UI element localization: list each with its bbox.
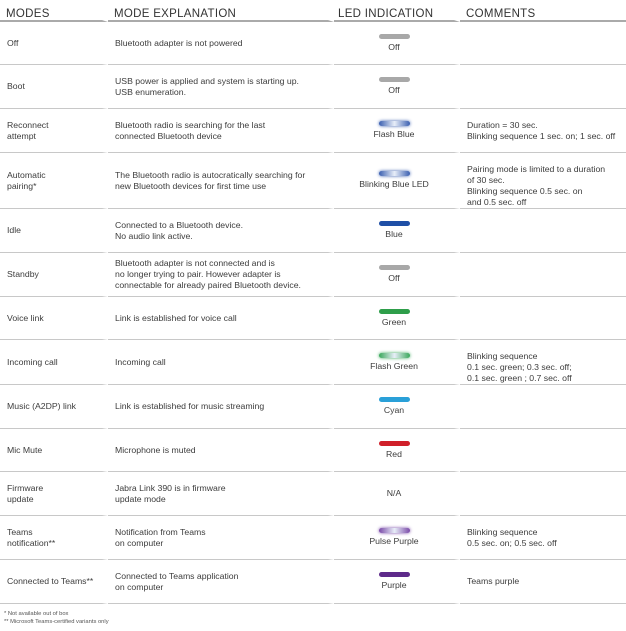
table-row	[0, 297, 626, 340]
led-label: Cyan	[383, 405, 405, 415]
table-row	[0, 253, 626, 297]
comments-cell	[460, 65, 626, 109]
led-cell	[334, 472, 460, 516]
mode-cell	[0, 297, 108, 340]
text-line: Incoming call	[115, 356, 166, 367]
mode-cell	[0, 109, 108, 153]
text-line: pairing*	[7, 180, 37, 191]
text-line: Blinking sequence	[467, 527, 538, 537]
text-line: Automatic	[7, 169, 46, 180]
table-row	[0, 472, 626, 516]
text-line: The Bluetooth radio is autocratically searching for	[115, 169, 306, 180]
mode-cell	[0, 153, 108, 209]
text-line: Firmware	[7, 482, 44, 493]
explanation-cell	[108, 109, 334, 153]
led-cell	[334, 560, 460, 604]
table-row	[0, 385, 626, 429]
mode-cell	[0, 209, 108, 253]
text-line: Incoming call	[7, 356, 58, 367]
text-line: Bluetooth adapter is not connected and is	[115, 258, 275, 268]
explanation-cell	[108, 340, 334, 385]
text-line: Idle	[7, 225, 22, 235]
table-header-row	[0, 0, 626, 22]
led-indicator-icon	[379, 34, 410, 39]
mode-cell	[0, 253, 108, 297]
explanation-cell	[108, 22, 334, 65]
mode-cell	[0, 429, 108, 472]
text-line: Teams	[7, 526, 33, 537]
explanation-cell	[108, 65, 334, 109]
led-indicator-icon	[379, 441, 410, 446]
explanation-cell	[108, 472, 334, 516]
footnote-not-available: * Not available out of box	[4, 611, 69, 617]
led-label: Blue	[385, 229, 403, 239]
header-led-indication: LED INDICATION	[334, 0, 460, 22]
comments-cell	[460, 297, 626, 340]
text-line: Microphone is muted	[115, 444, 196, 455]
led-cell	[334, 209, 460, 253]
led-label: Off	[388, 41, 400, 52]
text-line: update	[7, 493, 34, 504]
header-comments: COMMENTS	[460, 0, 626, 22]
led-cell	[334, 253, 460, 297]
comments-cell	[460, 560, 626, 604]
led-label: Flash Blue	[373, 129, 415, 139]
led-indicator-icon	[379, 265, 410, 270]
text-line: Teams purple	[467, 576, 520, 586]
mode-cell	[0, 472, 108, 516]
text-line: Notification from Teams	[115, 526, 206, 537]
mode-cell	[0, 22, 108, 65]
led-indicator-icon	[379, 171, 410, 176]
explanation-cell	[108, 560, 334, 604]
mode-cell	[0, 340, 108, 385]
text-line: Mic Mute	[7, 444, 43, 455]
text-line: Boot	[7, 81, 25, 91]
led-label: Pulse Purple	[369, 536, 419, 546]
text-line: Voice link	[7, 312, 44, 323]
text-line: USB power is applied and system is starting up.	[115, 75, 299, 86]
led-label: Red	[386, 448, 402, 459]
explanation-cell	[108, 429, 334, 472]
led-indicator-icon	[379, 309, 410, 314]
led-indicator-icon	[379, 77, 410, 82]
text-line: connectable for already paired Bluetooth device.	[115, 280, 301, 290]
led-cell	[334, 153, 460, 209]
led-label: Purple	[381, 580, 407, 590]
table-row	[0, 109, 626, 153]
text-line: new Bluetooth devices for first time use	[115, 180, 267, 191]
text-line: 0.1 sec. green; 0.3 sec. off;	[467, 362, 572, 372]
text-line: Link is established for voice call	[115, 312, 237, 323]
comments-cell	[460, 22, 626, 65]
led-indicator-icon	[379, 353, 410, 358]
text-line: and 0.5 sec. off	[467, 197, 527, 207]
text-line: 0.5 sec. on; 0.5 sec. off	[467, 538, 557, 548]
explanation-cell	[108, 153, 334, 209]
led-indicator-icon	[379, 221, 410, 226]
table-row	[0, 65, 626, 109]
led-indicator-icon	[379, 397, 410, 402]
text-line: on computer	[115, 581, 164, 592]
comments-cell	[460, 340, 626, 385]
led-label: Off	[388, 273, 400, 283]
comments-cell	[460, 429, 626, 472]
text-line: Music (A2DP) link	[7, 401, 77, 411]
comments-cell	[460, 209, 626, 253]
explanation-cell	[108, 253, 334, 297]
text-line: USB enumeration.	[115, 86, 186, 97]
text-line: Bluetooth radio is searching for the last	[115, 119, 266, 130]
comments-cell	[460, 153, 626, 209]
text-line: notification**	[7, 537, 56, 548]
text-line: 0.1 sec. green ; 0.7 sec. off	[467, 373, 572, 383]
mode-cell	[0, 385, 108, 429]
text-line: Connected to Teams application	[115, 570, 239, 581]
explanation-cell	[108, 385, 334, 429]
text-line: update mode	[115, 493, 166, 504]
led-cell	[334, 109, 460, 153]
text-line: Blinking sequence 1 sec. on; 1 sec. off	[467, 131, 616, 141]
text-line: Connected to Teams**	[7, 576, 94, 586]
table-row	[0, 560, 626, 604]
comments-cell	[460, 109, 626, 153]
explanation-cell	[108, 209, 334, 253]
mode-cell	[0, 560, 108, 604]
footnote-teams-certified: ** Microsoft Teams-certified variants only	[4, 619, 109, 625]
led-label: Green	[381, 316, 407, 327]
text-line: Connected to a Bluetooth device.	[115, 219, 243, 230]
text-line: Duration = 30 sec.	[467, 120, 538, 130]
table-row	[0, 340, 626, 385]
text-line: Reconnect	[7, 119, 49, 130]
text-line: Off	[7, 37, 19, 48]
text-line: Bluetooth adapter is not powered	[115, 37, 243, 48]
header-mode-explanation: MODE EXPLANATION	[108, 0, 334, 22]
table-row	[0, 22, 626, 65]
text-line: Link is established for music streaming	[115, 401, 265, 411]
mode-cell	[0, 516, 108, 560]
led-indicator-icon	[379, 572, 410, 577]
mode-cell	[0, 65, 108, 109]
header-modes: MODES	[0, 0, 108, 22]
text-line: on computer	[115, 537, 164, 548]
table-row	[0, 153, 626, 209]
comments-cell	[460, 253, 626, 297]
text-line: Standby	[7, 269, 39, 279]
table-row	[0, 209, 626, 253]
explanation-cell	[108, 297, 334, 340]
led-label: Blinking Blue LED	[359, 179, 429, 189]
led-cell	[334, 516, 460, 560]
led-label: Flash Green	[370, 360, 418, 371]
table-row	[0, 516, 626, 560]
led-label: Off	[388, 85, 400, 95]
table-row	[0, 429, 626, 472]
explanation-cell	[108, 516, 334, 560]
led-cell	[334, 22, 460, 65]
comments-cell	[460, 516, 626, 560]
led-cell	[334, 385, 460, 429]
led-cell	[334, 65, 460, 109]
comments-cell	[460, 385, 626, 429]
text-line: no longer trying to pair. However adapter is	[115, 269, 281, 279]
led-cell	[334, 297, 460, 340]
text-line: Pairing mode is limited to a duration	[467, 164, 606, 174]
text-line: Blinking sequence	[467, 351, 538, 361]
comments-cell	[460, 472, 626, 516]
led-cell	[334, 429, 460, 472]
led-label: N/A	[386, 488, 402, 498]
text-line: No audio link active.	[115, 230, 193, 241]
led-indicator-icon	[379, 121, 410, 126]
text-line: connected Bluetooth device	[115, 130, 222, 141]
led-indicator-icon	[379, 528, 410, 533]
text-line: Blinking sequence 0.5 sec. on	[467, 186, 583, 196]
text-line: Jabra Link 390 is in firmware	[115, 482, 226, 493]
text-line: attempt	[7, 130, 36, 141]
text-line: of 30 sec.	[467, 175, 505, 185]
led-cell	[334, 340, 460, 385]
